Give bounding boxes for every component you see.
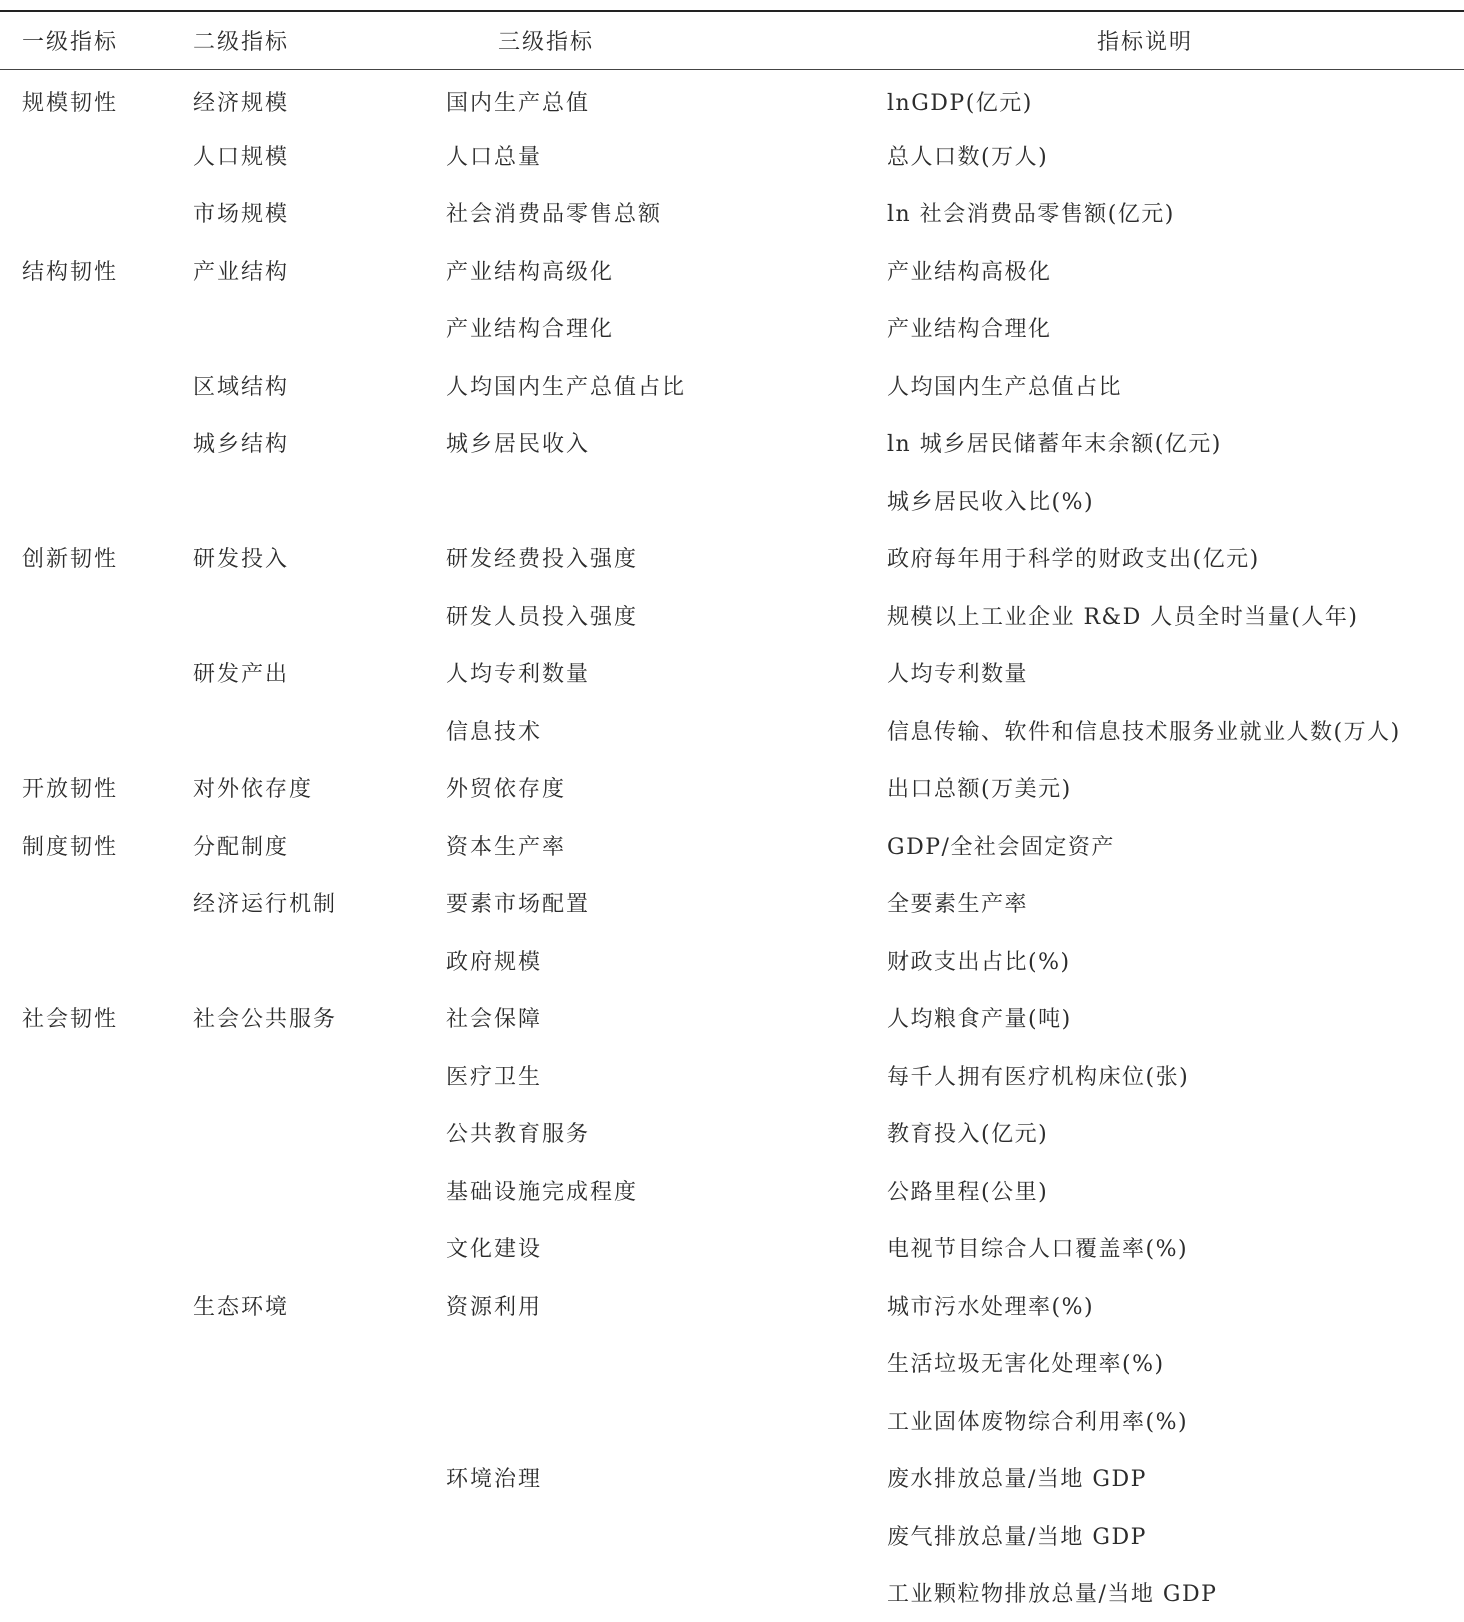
indicator-description-cell: 城乡居民收入比(%): [887, 489, 1095, 515]
indicator-description-cell: 废水排放总量/当地 GDP: [887, 1467, 1147, 1493]
indicator-table-container: [0, 10, 1464, 1622]
level1-indicator-cell: [0, 472, 193, 530]
table-row: [0, 1047, 1464, 1105]
level2-indicator-cell: 经济运行机制: [193, 892, 338, 918]
level3-indicator-cell: [446, 1334, 887, 1392]
level3-indicator-cell: [446, 1392, 887, 1450]
table-row: [0, 1334, 1464, 1392]
level1-indicator-cell: [0, 1104, 193, 1162]
level2-indicator-cell: [193, 1334, 446, 1392]
level3-indicator-cell: [446, 1564, 887, 1622]
table-row: [0, 1449, 1464, 1507]
level3-indicator-cell: 产业结构高级化: [446, 259, 615, 285]
level1-indicator-cell: [0, 644, 193, 702]
indicator-description-cell: 全要素生产率: [887, 892, 1029, 918]
table-row: [0, 529, 1464, 587]
level1-indicator-cell: [0, 1564, 193, 1622]
level1-indicator-cell: 社会韧性: [22, 1007, 119, 1033]
table-row: [0, 299, 1464, 357]
indicator-description-cell: 产业结构高极化: [887, 259, 1052, 285]
table-row: [0, 127, 1464, 185]
indicator-description-cell: 教育投入(亿元): [887, 1122, 1049, 1148]
indicator-description-cell: 规模以上工业企业 R&D 人员全时当量(人年): [887, 604, 1359, 630]
level2-indicator-cell: 人口规模: [193, 144, 290, 170]
indicator-description-cell: 废气排放总量/当地 GDP: [887, 1524, 1147, 1550]
level1-indicator-cell: [0, 1162, 193, 1220]
level3-indicator-cell: 国内生产总值: [446, 90, 591, 116]
level2-indicator-cell: [193, 1449, 446, 1507]
level3-indicator-cell: 信息技术: [446, 719, 543, 745]
indicator-description-cell: 财政支出占比(%): [887, 949, 1071, 975]
level2-indicator-cell: 社会公共服务: [193, 1007, 338, 1033]
table-body: [0, 69, 1464, 1622]
level2-indicator-cell: 对外依存度: [193, 777, 314, 803]
table-row: [0, 242, 1464, 300]
table-row: [0, 759, 1464, 817]
table-row: [0, 817, 1464, 875]
indicator-description-cell: 人均粮食产量(吨): [887, 1007, 1072, 1033]
level2-indicator-cell: [193, 1219, 446, 1277]
level3-indicator-cell: 政府规模: [446, 949, 543, 975]
indicator-description-cell: 每千人拥有医疗机构床位(张): [887, 1064, 1190, 1090]
level3-indicator-cell: 城乡居民收入: [446, 432, 591, 458]
indicator-description-cell: 信息传输、软件和信息技术服务业就业人数(万人): [887, 719, 1401, 745]
level2-indicator-cell: [193, 1047, 446, 1105]
level3-indicator-cell: 资源利用: [446, 1294, 543, 1320]
level2-indicator-cell: [193, 1564, 446, 1622]
table-row: [0, 1219, 1464, 1277]
level3-indicator-cell: 环境治理: [446, 1467, 543, 1493]
level1-indicator-cell: [0, 1392, 193, 1450]
table-row: [0, 989, 1464, 1047]
header-description: 指标说明: [887, 11, 1464, 69]
level3-indicator-cell: 文化建设: [446, 1237, 543, 1263]
level2-indicator-cell: [193, 1104, 446, 1162]
table-header: [0, 11, 1464, 69]
indicator-description-cell: 人均专利数量: [887, 662, 1029, 688]
level3-indicator-cell: 产业结构合理化: [446, 317, 615, 343]
level1-indicator-cell: 制度韧性: [22, 834, 119, 860]
table-row: [0, 414, 1464, 472]
level1-indicator-cell: [0, 587, 193, 645]
level2-indicator-cell: 市场规模: [193, 202, 290, 228]
table-row: [0, 932, 1464, 990]
table-row: [0, 1564, 1464, 1622]
header-level2: 二级指标: [193, 11, 446, 69]
level2-indicator-cell: [193, 932, 446, 990]
indicator-description-cell: 出口总额(万美元): [887, 777, 1072, 803]
table-row: [0, 1392, 1464, 1450]
level2-indicator-cell: [193, 702, 446, 760]
indicator-description-cell: 公路里程(公里): [887, 1179, 1049, 1205]
level1-indicator-cell: 开放韧性: [22, 777, 119, 803]
level1-indicator-cell: [0, 1334, 193, 1392]
level3-indicator-cell: 社会保障: [446, 1007, 543, 1033]
level2-indicator-cell: [193, 587, 446, 645]
level2-indicator-cell: 分配制度: [193, 834, 290, 860]
indicator-description-cell: 电视节目综合人口覆盖率(%): [887, 1237, 1189, 1263]
level3-indicator-cell: 研发经费投入强度: [446, 547, 639, 573]
level3-indicator-cell: 人口总量: [446, 144, 543, 170]
level2-indicator-cell: [193, 1162, 446, 1220]
header-level3: 三级指标: [446, 11, 887, 69]
level3-indicator-cell: 社会消费品零售总额: [446, 202, 663, 228]
indicator-description-cell: 工业颗粒物排放总量/当地 GDP: [887, 1582, 1218, 1608]
level2-indicator-cell: 经济规模: [193, 90, 290, 116]
level3-indicator-cell: 医疗卫生: [446, 1064, 543, 1090]
level1-indicator-cell: [0, 1277, 193, 1335]
level1-indicator-cell: [0, 1047, 193, 1105]
level2-indicator-cell: 研发产出: [193, 662, 290, 688]
level1-indicator-cell: 创新韧性: [22, 547, 119, 573]
level3-indicator-cell: 研发人员投入强度: [446, 604, 639, 630]
table-row: [0, 1277, 1464, 1335]
level1-indicator-cell: [0, 1219, 193, 1277]
level1-indicator-cell: 规模韧性: [22, 90, 119, 116]
level3-indicator-cell: [446, 1507, 887, 1565]
level3-indicator-cell: 公共教育服务: [446, 1122, 591, 1148]
level3-indicator-cell: [446, 472, 887, 530]
level1-indicator-cell: [0, 184, 193, 242]
level2-indicator-cell: 产业结构: [193, 259, 290, 285]
level1-indicator-cell: 结构韧性: [22, 259, 119, 285]
table-row: [0, 184, 1464, 242]
table-row: [0, 644, 1464, 702]
level1-indicator-cell: [0, 299, 193, 357]
table-row: [0, 69, 1464, 127]
level2-indicator-cell: 研发投入: [193, 547, 290, 573]
table-row: [0, 874, 1464, 932]
level3-indicator-cell: 外贸依存度: [446, 777, 567, 803]
indicator-description-cell: 人均国内生产总值占比: [887, 374, 1123, 400]
indicator-description-cell: 总人口数(万人): [887, 144, 1049, 170]
table-row: [0, 357, 1464, 415]
level1-indicator-cell: [0, 874, 193, 932]
level2-indicator-cell: [193, 472, 446, 530]
level3-indicator-cell: 基础设施完成程度: [446, 1179, 639, 1205]
table-row: [0, 1104, 1464, 1162]
table-row: [0, 472, 1464, 530]
level3-indicator-cell: 要素市场配置: [446, 892, 591, 918]
indicator-description-cell: ln 城乡居民储蓄年末余额(亿元): [887, 432, 1222, 458]
indicator-description-cell: GDP/全社会固定资产: [887, 834, 1115, 860]
level2-indicator-cell: 区域结构: [193, 374, 290, 400]
level2-indicator-cell: [193, 299, 446, 357]
level1-indicator-cell: [0, 1507, 193, 1565]
level1-indicator-cell: [0, 1449, 193, 1507]
indicator-description-cell: 生活垃圾无害化处理率(%): [887, 1352, 1165, 1378]
indicator-description-cell: 政府每年用于科学的财政支出(亿元): [887, 547, 1260, 573]
table-row: [0, 1162, 1464, 1220]
level2-indicator-cell: 城乡结构: [193, 432, 290, 458]
level1-indicator-cell: [0, 414, 193, 472]
level2-indicator-cell: 生态环境: [193, 1294, 290, 1320]
header-row: [0, 11, 1464, 69]
indicator-description-cell: ln 社会消费品零售额(亿元): [887, 202, 1175, 228]
indicator-table: [0, 10, 1464, 1622]
table-row: [0, 702, 1464, 760]
indicator-description-cell: 产业结构合理化: [887, 317, 1052, 343]
header-level1: 一级指标: [0, 11, 193, 69]
indicator-description-cell: 工业固体废物综合利用率(%): [887, 1409, 1189, 1435]
level1-indicator-cell: [0, 702, 193, 760]
level3-indicator-cell: 人均国内生产总值占比: [446, 374, 687, 400]
indicator-description-cell: 城市污水处理率(%): [887, 1294, 1095, 1320]
level3-indicator-cell: 资本生产率: [446, 834, 567, 860]
level2-indicator-cell: [193, 1392, 446, 1450]
table-row: [0, 587, 1464, 645]
level1-indicator-cell: [0, 127, 193, 185]
table-row: [0, 1507, 1464, 1565]
level1-indicator-cell: [0, 357, 193, 415]
level1-indicator-cell: [0, 932, 193, 990]
level2-indicator-cell: [193, 1507, 446, 1565]
indicator-description-cell: lnGDP(亿元): [887, 90, 1033, 116]
level3-indicator-cell: 人均专利数量: [446, 662, 591, 688]
